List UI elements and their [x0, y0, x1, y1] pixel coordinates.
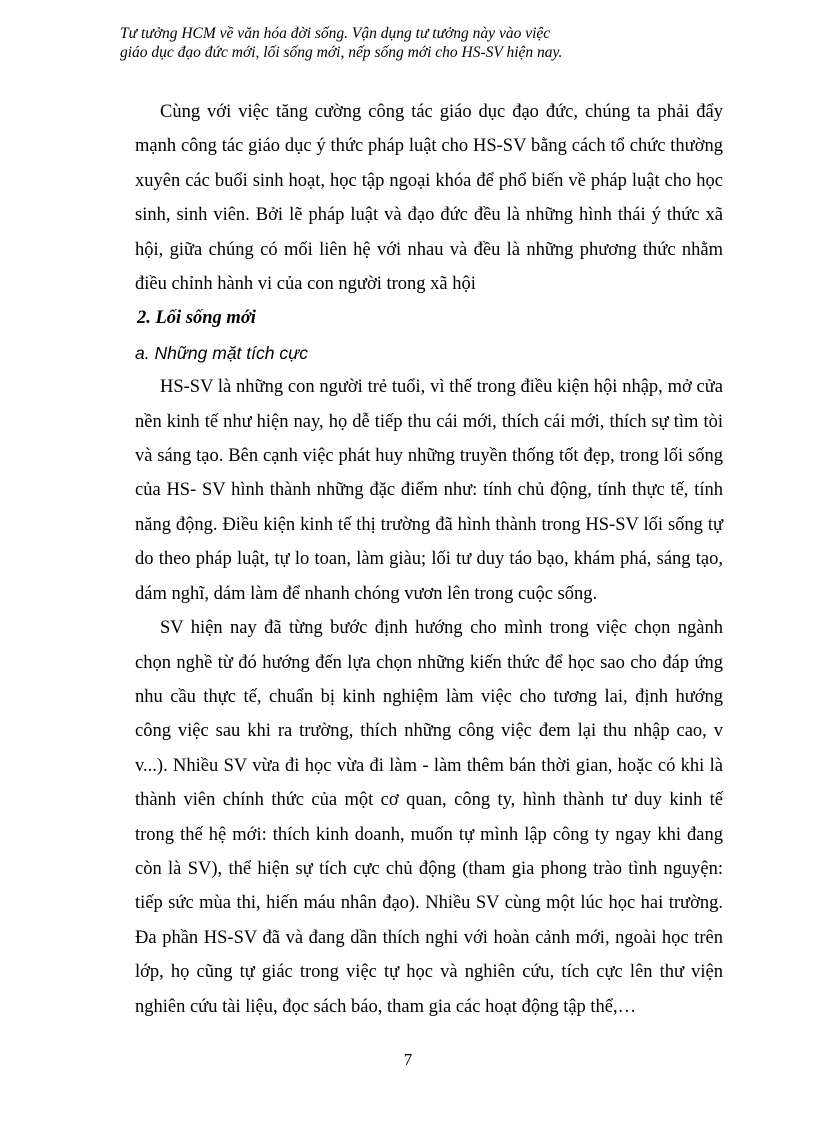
header-line-1: Tư tưởng HCM về văn hóa đời sống. Vận dụng tư tưởng này vào việc [120, 25, 551, 42]
document-body [135, 95, 723, 1024]
header-line-2: giáo dục đạo đức mới, lối sống mới, nếp sống mới cho HS-SV hiện nay. [120, 44, 563, 61]
paragraph-positive-traits: HS-SV là những con người trẻ tuổi, vì thế trong điều kiện hội nhập, mở cửa nền kinh tế như hiện nay, họ dễ tiếp thu cái mới, thích cái mới, thích sự tìm tòi và sáng tạo. Bên cạnh việc phát huy những truyền thống tốt đẹp, trong lối sống của HS- SV hình thành những đặc điểm như: tính chủ động, tính thực tế, tính năng động. Điều kiện kinh tế thị trường đã hình thành trong HS-SV lối sống tự do theo pháp luật, tự lo toan, làm giàu; lối tư duy táo bạo, khám phá, sáng tạo, dám nghĩ, dám làm để nhanh chóng vươn lên trong cuộc sống. [135, 377, 723, 604]
section-heading: 2. Lối sống mới [137, 308, 256, 329]
paragraph-legal-education: Cùng với việc tăng cường công tác giáo dục đạo đức, chúng ta phải đẩy mạnh công tác giáo dục ý thức pháp luật cho HS-SV bằng cách tổ chức thường xuyên các buổi sinh hoạt, học tập ngoại khóa để phổ biến về pháp luật cho học sinh, sinh viên. Bởi lẽ pháp luật và đạo đức đều là những hình thái ý thức xã hội, giữa chúng có mối liên hệ với nhau và đều là những phương thức nhằm điều chỉnh hành vi của con người trong xã hội [135, 102, 723, 295]
page-number: 7 [403, 1050, 413, 1069]
paragraph-career-orientation: SV hiện nay đã từng bước định hướng cho mình trong việc chọn ngành chọn nghề từ đó hướng đến lựa chọn những kiến thức để học sao cho đáp ứng nhu cầu thực tế, chuẩn bị kinh nghiệm làm việc cho tương lai, định hướng công việc sau khi ra trường, thích những công việc đem lại thu nhập cao, v v...). Nhiều SV vừa đi học vừa đi làm - làm thêm bán thời gian, hoặc có khi là thành viên chính thức của một cơ quan, công ty, hình thành tư duy kinh tế trong thế hệ mới: thích kinh doanh, muốn tự mình lập công ty ngay khi đang còn là SV), thể hiện sự tích cực chủ động (tham gia phong trào tình nguyện: tiếp sức mùa thi, hiến máu nhân đạo). Nhiều SV cùng một lúc học hai trường. Đa phần HS-SV đã và đang dần thích nghi với hoàn cảnh mới, ngoài học trên lớp, họ cũng tự giác trong việc tự học và nghiên cứu, tích cực lên thư viện nghiên cứu tài liệu, đọc sách báo, tham gia các hoạt động tập thể,… [135, 618, 723, 1017]
running-header [120, 24, 760, 62]
subsection-heading: a. Những mặt tích cực [135, 342, 308, 363]
